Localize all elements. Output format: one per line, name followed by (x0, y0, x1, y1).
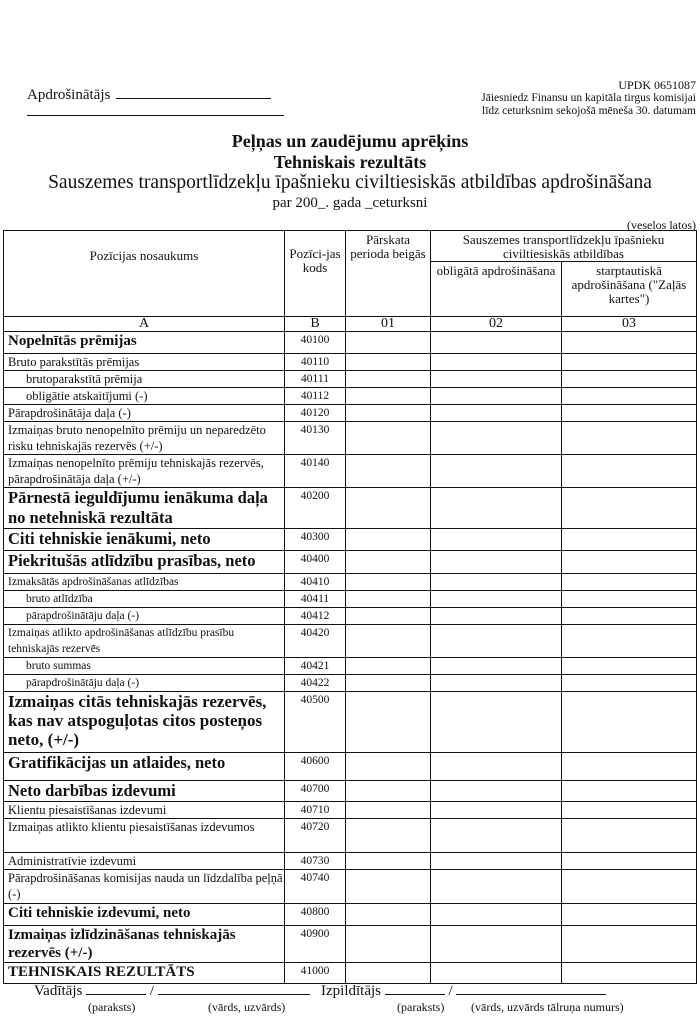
row-position-name: bruto atlīdzība (4, 591, 285, 608)
units-note: (veselos latos) (627, 218, 696, 232)
row-position-code: 40111 (285, 371, 346, 388)
row-position-code: 40200 (285, 488, 346, 529)
value-cell-international[interactable] (562, 551, 697, 574)
reporting-period: par 200_. gada _ceturksni (272, 195, 428, 211)
row-position-code: 40411 (285, 591, 346, 608)
row-position-name: pārapdrošinātāju daļa (-) (4, 675, 285, 692)
form-code: UPDK 0651087 (618, 78, 696, 92)
value-cell-mandatory[interactable] (431, 591, 562, 608)
row-position-name: Pārapdrošinātāja daļa (-) (4, 405, 285, 422)
value-cell-international[interactable] (562, 354, 697, 371)
insurer-input-line-2[interactable] (27, 115, 284, 116)
value-cell-period-end[interactable] (346, 455, 431, 488)
value-cell-international[interactable] (562, 529, 697, 551)
value-cell-international[interactable] (562, 422, 697, 455)
table-row (4, 354, 697, 371)
value-cell-international[interactable] (562, 405, 697, 422)
value-cell-period-end[interactable] (346, 422, 431, 455)
value-cell-international[interactable] (562, 608, 697, 625)
row-position-name: Neto darbības izdevumi (4, 781, 285, 802)
row-position-name: bruto summas (4, 658, 285, 675)
value-cell-mandatory[interactable] (431, 870, 562, 904)
manager-name-caption: (vārds, uzvārds) (208, 1000, 286, 1014)
submit-note-1: Jāiesniedz Finansu un kapitāla tirgus komisijai (481, 92, 696, 104)
table-row (4, 332, 697, 354)
value-cell-period-end[interactable] (346, 388, 431, 405)
value-cell-international[interactable] (562, 802, 697, 819)
table-row (4, 574, 697, 591)
table-row (4, 658, 697, 675)
row-position-name: Klientu piesaistīšanas izdevumi (4, 802, 285, 819)
row-position-code: 40800 (285, 904, 346, 926)
value-cell-period-end[interactable] (346, 870, 431, 904)
value-cell-mandatory[interactable] (431, 658, 562, 675)
page-subtitle: Tehniskais rezultāts (273, 152, 427, 172)
value-cell-period-end[interactable] (346, 853, 431, 870)
row-position-code: 40410 (285, 574, 346, 591)
table-row (4, 529, 697, 551)
value-cell-international[interactable] (562, 853, 697, 870)
value-cell-period-end[interactable] (346, 904, 431, 926)
row-position-code: 40140 (285, 455, 346, 488)
value-cell-period-end[interactable] (346, 781, 431, 802)
value-cell-period-end[interactable] (346, 371, 431, 388)
column-letter-a: A (4, 317, 285, 332)
value-cell-period-end[interactable] (346, 753, 431, 781)
value-cell-international[interactable] (562, 926, 697, 963)
header-position-code: Pozīci-jas kods (285, 231, 346, 317)
value-cell-mandatory[interactable] (431, 574, 562, 591)
table-row (4, 926, 697, 963)
row-position-code: 40130 (285, 422, 346, 455)
value-cell-period-end[interactable] (346, 608, 431, 625)
table-row (4, 551, 697, 574)
table-row (4, 853, 697, 870)
manager-label: Vadītājs (34, 983, 83, 999)
row-position-code: 40120 (285, 405, 346, 422)
value-cell-mandatory[interactable] (431, 625, 562, 658)
row-position-name: Nopelnītās prēmijas (4, 332, 285, 354)
row-position-code: 40720 (285, 819, 346, 853)
row-position-code: 40110 (285, 354, 346, 371)
row-position-name: Izmaiņas atlikto klientu piesaistīšanas izdevumos (4, 819, 285, 853)
value-cell-mandatory[interactable] (431, 551, 562, 574)
value-cell-international[interactable] (562, 388, 697, 405)
value-cell-mandatory[interactable] (431, 422, 562, 455)
value-cell-period-end[interactable] (346, 574, 431, 591)
manager-separator: / (149, 983, 154, 999)
value-cell-period-end[interactable] (346, 551, 431, 574)
value-cell-period-end[interactable] (346, 658, 431, 675)
row-position-code: 40412 (285, 608, 346, 625)
row-position-name: Pārapdrošināšanas komisijas nauda un līdzdalība peļņā (-) (4, 870, 285, 904)
value-cell-period-end[interactable] (346, 692, 431, 753)
technical-result-table (3, 230, 697, 984)
column-letter-b: B (285, 317, 346, 332)
row-position-code: 40100 (285, 332, 346, 354)
table-row (4, 675, 697, 692)
row-position-name: Bruto parakstītās prēmijas (4, 354, 285, 371)
value-cell-international[interactable] (562, 488, 697, 529)
table-row (4, 488, 697, 529)
row-position-name: Gratifikācijas un atlaides, neto (4, 753, 285, 781)
page-title: Peļņas un zaudējumu aprēķins (231, 131, 469, 151)
value-cell-period-end[interactable] (346, 802, 431, 819)
header-insurance-group: Sauszemes transportlīdzekļu īpašnieku civiltiesiskās atbildības (431, 231, 697, 262)
title-block (0, 131, 700, 212)
value-cell-period-end[interactable] (346, 591, 431, 608)
value-cell-mandatory[interactable] (431, 371, 562, 388)
row-position-name: Izmaksātās apdrošināšanas atlīdzības (4, 574, 285, 591)
table-row (4, 753, 697, 781)
manager-signature-line[interactable] (86, 981, 146, 995)
row-position-name: pārapdrošinātāju daļa (-) (4, 608, 285, 625)
row-position-code: 40400 (285, 551, 346, 574)
value-cell-international[interactable] (562, 675, 697, 692)
value-cell-international[interactable] (562, 692, 697, 753)
column-number-02: 02 (431, 317, 562, 332)
manager-name-line[interactable] (158, 981, 310, 995)
table-row (4, 371, 697, 388)
insurance-class: Sauszemes transportlīdzekļu īpašnieku civiltiesiskās atbildības apdrošināšana (48, 172, 652, 193)
value-cell-international[interactable] (562, 870, 697, 904)
table-row (4, 591, 697, 608)
row-position-name: Pārnestā ieguldījumu ienākuma daļa no netehniskā rezultāta (4, 488, 285, 529)
value-cell-mandatory[interactable] (431, 405, 562, 422)
value-cell-mandatory[interactable] (431, 388, 562, 405)
executor-name-phone-caption: (vārds, uzvārds tālruņa numurs) (471, 1000, 624, 1014)
table-row (4, 405, 697, 422)
value-cell-mandatory[interactable] (431, 529, 562, 551)
row-position-code: 40900 (285, 926, 346, 963)
value-cell-mandatory[interactable] (431, 608, 562, 625)
table-row (4, 625, 697, 658)
value-cell-international[interactable] (562, 332, 697, 354)
value-cell-period-end[interactable] (346, 625, 431, 658)
row-position-name: Izmaiņas izlīdzināšanas tehniskajās rezervēs (+/-) (4, 926, 285, 963)
value-cell-international[interactable] (562, 625, 697, 658)
value-cell-mandatory[interactable] (431, 753, 562, 781)
table-row (4, 455, 697, 488)
form-code-block (481, 79, 696, 118)
row-position-name: Izmaiņas nenopelnīto prēmiju tehniskajās rezervēs, pārapdrošinātāja daļa (+/-) (4, 455, 285, 488)
value-cell-international[interactable] (562, 455, 697, 488)
value-cell-period-end[interactable] (346, 405, 431, 422)
value-cell-period-end[interactable] (346, 819, 431, 853)
value-cell-international[interactable] (562, 753, 697, 781)
table-row (4, 904, 697, 926)
table-row (4, 388, 697, 405)
row-position-name: Izmaiņas atlikto apdrošināšanas atlīdzību prasību tehniskajās rezervēs (4, 625, 285, 658)
value-cell-international[interactable] (562, 781, 697, 802)
row-position-code: 40710 (285, 802, 346, 819)
row-position-code: 40420 (285, 625, 346, 658)
executor-signature-caption: (paraksts) (397, 1000, 445, 1014)
insurer-field (27, 84, 271, 104)
value-cell-period-end[interactable] (346, 332, 431, 354)
row-position-code: 40422 (285, 675, 346, 692)
header-mandatory: obligātā apdrošināšana (431, 262, 562, 317)
row-position-name: brutoparakstītā prēmija (4, 371, 285, 388)
row-position-code: 40112 (285, 388, 346, 405)
table-row (4, 608, 697, 625)
table-body (4, 332, 697, 984)
row-position-code: 40421 (285, 658, 346, 675)
value-cell-mandatory[interactable] (431, 904, 562, 926)
row-position-name: TEHNISKAIS REZULTĀTS (4, 963, 285, 984)
value-cell-international[interactable] (562, 371, 697, 388)
executor-name-line[interactable] (456, 981, 606, 995)
row-position-code: 41000 (285, 963, 346, 984)
value-cell-mandatory[interactable] (431, 675, 562, 692)
column-number-01: 01 (346, 317, 431, 332)
value-cell-mandatory[interactable] (431, 488, 562, 529)
executor-signature-line[interactable] (385, 981, 445, 995)
header-position-name: Pozīcijas nosaukums (4, 231, 285, 317)
value-cell-mandatory[interactable] (431, 332, 562, 354)
value-cell-period-end[interactable] (346, 926, 431, 963)
submit-note-2: līdz ceturksnim sekojošā mēneša 30. datumam (482, 105, 696, 117)
row-position-name: Piekritušās atlīdzību prasības, neto (4, 551, 285, 574)
header-period-end: Pārskata perioda beigās (346, 231, 431, 317)
row-position-name: Izmaiņas citās tehniskajās rezervēs, kas nav atspoguļotas citos posteņos neto, (+/-) (4, 692, 285, 753)
manager-signature-caption: (paraksts) (88, 1000, 136, 1014)
value-cell-period-end[interactable] (346, 529, 431, 551)
row-position-code: 40500 (285, 692, 346, 753)
value-cell-mandatory[interactable] (431, 781, 562, 802)
row-position-code: 40700 (285, 781, 346, 802)
value-cell-mandatory[interactable] (431, 926, 562, 963)
value-cell-period-end[interactable] (346, 354, 431, 371)
row-position-name: Citi tehniskie izdevumi, neto (4, 904, 285, 926)
value-cell-mandatory[interactable] (431, 802, 562, 819)
row-position-code: 40730 (285, 853, 346, 870)
value-cell-period-end[interactable] (346, 488, 431, 529)
header-international: starptautiskā apdrošināšana ("Zaļās kartes") (562, 262, 697, 317)
value-cell-mandatory[interactable] (431, 853, 562, 870)
row-position-code: 40740 (285, 870, 346, 904)
value-cell-international[interactable] (562, 574, 697, 591)
value-cell-mandatory[interactable] (431, 692, 562, 753)
row-position-name: obligātie atskaitījumi (-) (4, 388, 285, 405)
column-number-03: 03 (562, 317, 697, 332)
row-position-code: 40300 (285, 529, 346, 551)
table-row (4, 781, 697, 802)
table-row (4, 870, 697, 904)
table-row (4, 692, 697, 753)
insurer-label: Apdrošinātājs (27, 87, 111, 103)
value-cell-mandatory[interactable] (431, 354, 562, 371)
value-cell-period-end[interactable] (346, 675, 431, 692)
row-position-name: Citi tehniskie ienākumi, neto (4, 529, 285, 551)
value-cell-mandatory[interactable] (431, 455, 562, 488)
signature-block (34, 981, 700, 1000)
table-row (4, 802, 697, 819)
value-cell-international[interactable] (562, 658, 697, 675)
row-position-name: Administratīvie izdevumi (4, 853, 285, 870)
value-cell-international[interactable] (562, 591, 697, 608)
insurer-input-line[interactable] (116, 84, 271, 99)
row-position-code: 40600 (285, 753, 346, 781)
table-row (4, 819, 697, 853)
value-cell-international[interactable] (562, 904, 697, 926)
value-cell-mandatory[interactable] (431, 819, 562, 853)
row-position-name: Izmaiņas bruto nenopelnīto prēmiju un neparedzēto risku tehniskajās rezervēs (+/-) (4, 422, 285, 455)
value-cell-international[interactable] (562, 819, 697, 853)
executor-separator: / (448, 983, 453, 999)
executor-label: Izpildītājs (321, 983, 381, 999)
table-row (4, 422, 697, 455)
